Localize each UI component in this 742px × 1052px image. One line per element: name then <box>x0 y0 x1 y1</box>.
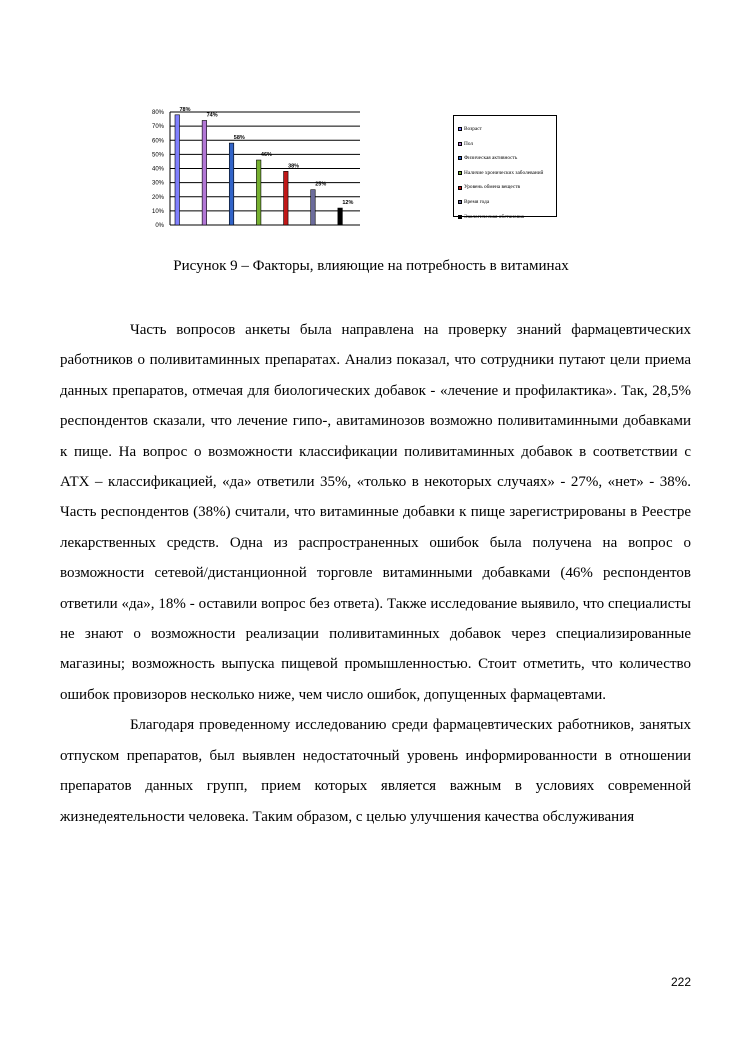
y-tick-label: 20% <box>151 194 164 201</box>
legend-item <box>458 195 556 210</box>
page-number: 222 <box>670 975 691 989</box>
data-label: 78% <box>179 106 191 113</box>
legend-label: Физическая активность <box>464 155 518 162</box>
legend-swatch <box>458 215 462 219</box>
body-text <box>60 315 691 832</box>
figure-caption: Рисунок 9 – Факторы, влияющие на потребность в витаминах <box>173 258 569 274</box>
data-label: 38% <box>288 163 300 170</box>
y-tick-label: 50% <box>151 152 164 159</box>
legend-item <box>458 137 556 152</box>
y-tick-label: 60% <box>151 138 164 145</box>
bar <box>311 190 316 225</box>
y-tick-label: 80% <box>151 110 164 116</box>
legend-item <box>458 151 556 166</box>
legend-swatch <box>458 127 462 131</box>
legend-item <box>458 166 556 181</box>
legend-label: Наличие хронических заболеваний <box>464 169 544 176</box>
legend-swatch <box>458 171 462 175</box>
legend-label: Возраст <box>464 126 482 132</box>
paragraph: Часть вопросов анкеты была направлена на проверку знаний фармацевтических работников о поливитаминных препаратах. Анализ показал, что сотрудники путают цели приема данных препаратов, отмечая для биологических добавок - «лечение и профилактика». Так, 28,5% респондентов сказали, что лечение гипо-, авитаминозов возможно поливитаминными добавками к пище. На вопрос о возможности классификации поливитаминных добавок в соответствии с АТХ – классификацией, «да» ответили 35%, «только в некоторых случаях» - 27%, «нет» - 38%. Часть респондентов (38%) считали, что витаминные добавки к пище зарегистрированы в Реестре лекарственных средств. Одна из распространенных ошибок была получена на вопрос о возможности сетевой/дистанционной торговле витаминными добавками (46% респондентов ответили «да», 18% - оставили вопрос без ответа). Также исследование выявило, что специалисты не знают о возможности реализации поливитаминных добавок через специализированные магазины; возможность выпуска пищевой промышленностью. Стоит отметить, что количество ошибок провизоров несколько ниже, чем число ошибок, допущенных фармацевтами. <box>60 322 691 703</box>
legend-swatch <box>458 200 462 204</box>
bar <box>338 208 343 225</box>
y-tick-label: 70% <box>151 124 164 131</box>
bar <box>175 115 180 225</box>
legend-label: Экологическая обстановка <box>464 213 525 220</box>
bar <box>229 143 234 225</box>
data-label: 25% <box>315 181 327 188</box>
legend-item <box>458 122 556 137</box>
bar <box>202 120 207 225</box>
y-tick-label: 40% <box>151 166 164 173</box>
data-label: 46% <box>260 152 272 159</box>
data-label: 58% <box>233 135 245 142</box>
legend-swatch <box>458 186 462 190</box>
legend-label: Время года <box>464 198 490 205</box>
legend-swatch <box>458 142 462 146</box>
legend-label: Уровень обмена веществ <box>464 184 521 191</box>
y-tick-label: 0% <box>155 223 164 229</box>
data-label: 12% <box>342 200 354 207</box>
y-tick-label: 30% <box>151 180 164 187</box>
legend-swatch <box>458 156 462 160</box>
legend-item <box>458 180 556 195</box>
legend-label: Пол <box>464 140 474 147</box>
chart-legend <box>453 115 557 220</box>
y-tick-label: 10% <box>151 208 164 215</box>
bar <box>284 171 289 225</box>
data-label: 74% <box>206 112 218 119</box>
bar <box>256 160 261 225</box>
bar-chart <box>140 92 380 232</box>
legend-item <box>458 210 556 225</box>
paragraph: Благодаря проведенному исследованию среди фармацевтических работников, занятых отпуском препаратов, был выявлен недостаточный уровень информированности в отношении препаратов данных групп, прием которых является важным в условиях современной жизнедеятельности человека. Таким образом, с целью улучшения качества обслуживания <box>60 717 691 825</box>
